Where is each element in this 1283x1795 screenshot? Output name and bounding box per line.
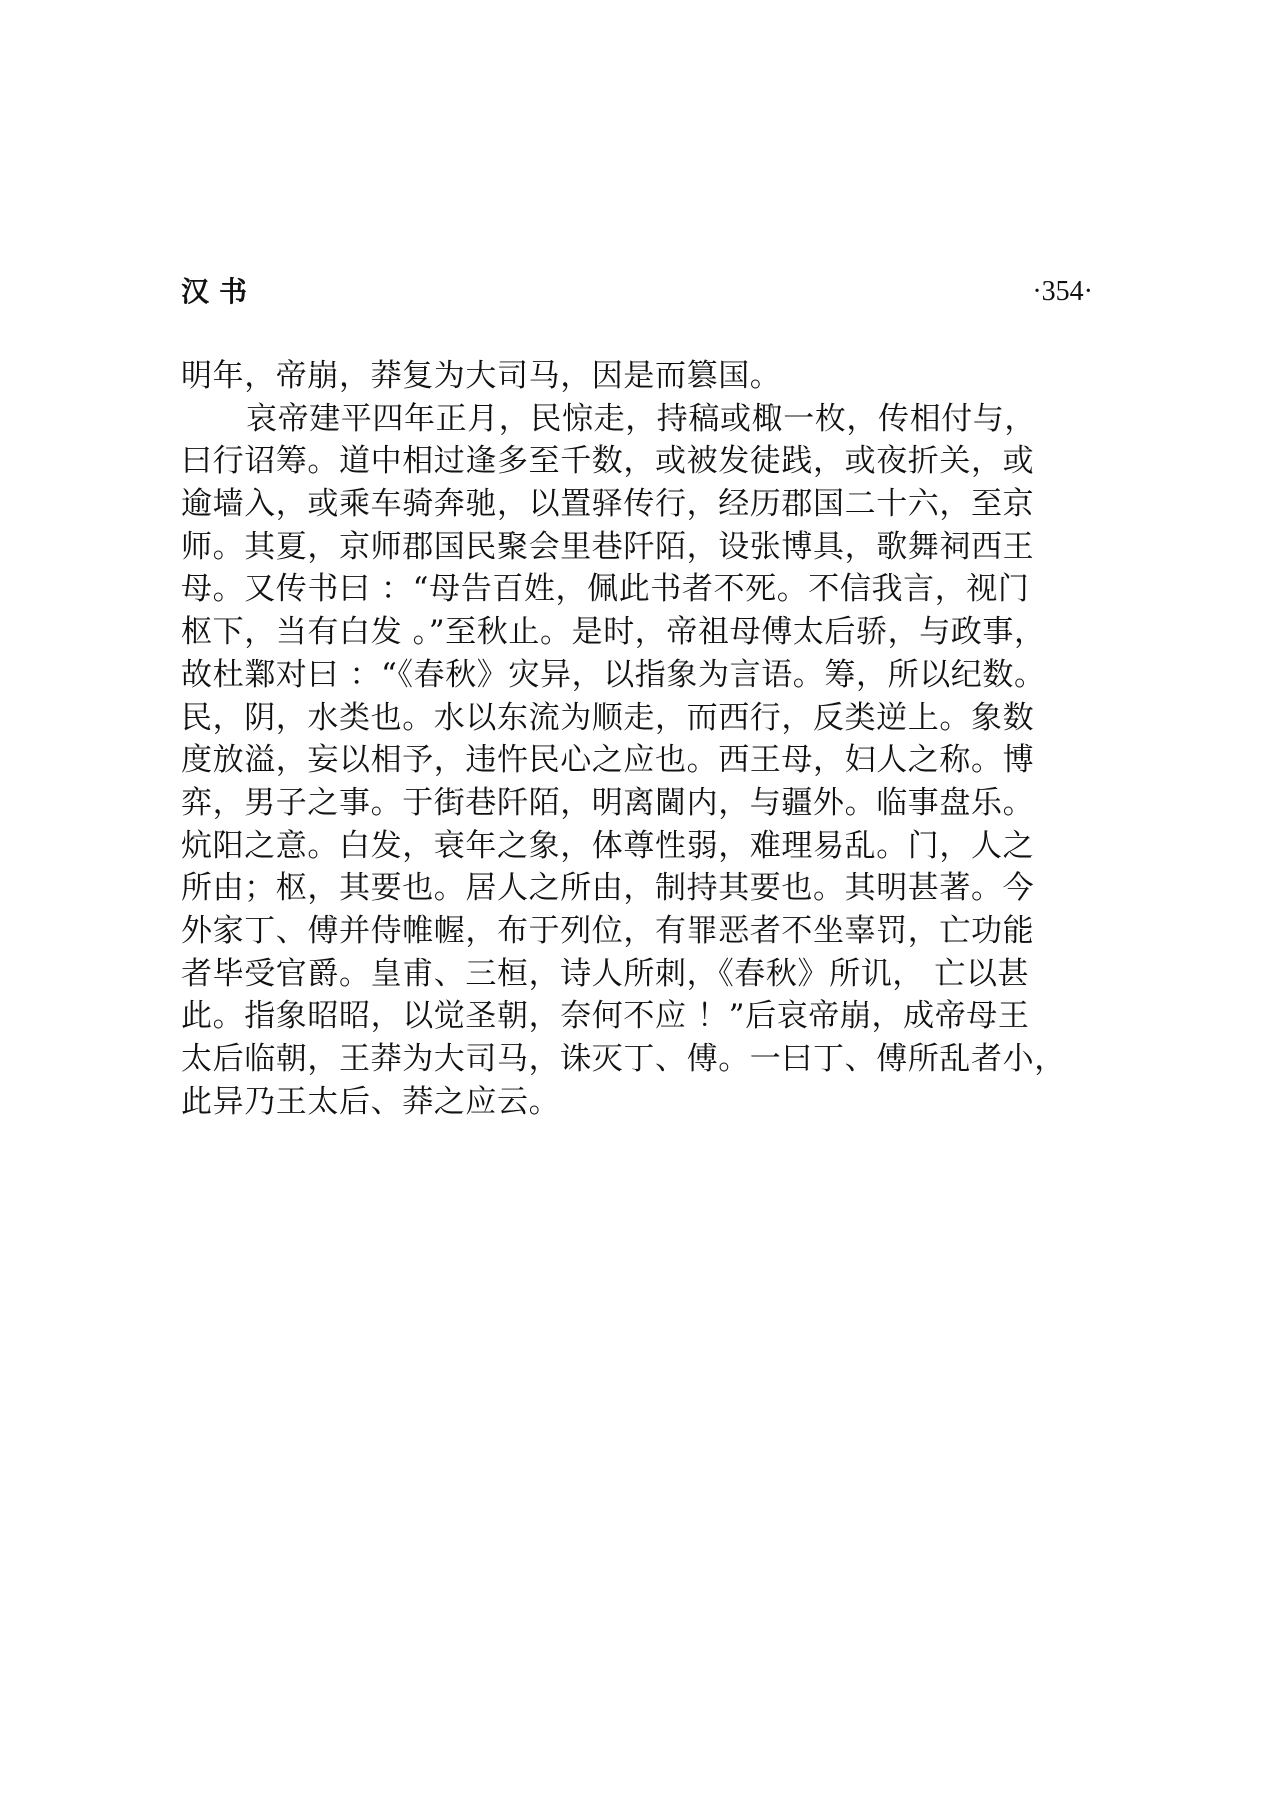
text-line: 太后临朝，王莽为大司马，诛灭丁、傅。一曰丁、傅所乱者小， (181, 1041, 1066, 1077)
book-title: 汉书 (181, 275, 258, 308)
text-line: 师。其夏，京师郡国民聚会里巷阡陌，设张博具，歌舞祠西王 (181, 528, 1035, 565)
text-line: 逾墙入，或乘车骑奔驰，以置驿传行，经历郡国二十六，至京 (181, 486, 1035, 523)
text-line: 民，阴，水类也。水以东流为顺走，而西行，反类逆上。象数 (181, 699, 1035, 736)
page-number: ·354· (1032, 276, 1093, 307)
text-line: 母。又传书曰 ：“母告百姓，佩此书者不死。不信我言，视门 (181, 571, 1030, 608)
text-line: 所由；枢，其要也。居人之所由，制持其要也。其明甚著。今 (181, 870, 1035, 907)
text-line: 者毕受官爵。皇甫、三桓，诗人所刺，《春秋》所讥， 亡以甚 (181, 955, 1030, 992)
text-line: 外家丁、傅并侍帷幄，布于列位，有罪恶者不坐辜罚，亡功能 (181, 912, 1035, 949)
text-line: 故杜鄴对曰 ：“《春秋》灾异，以指象为言语。筹，所以纪数。 (181, 656, 1046, 693)
body-text (181, 355, 1093, 1123)
text-line: 明年，帝崩，莽复为大司马，因是而篡国。 (181, 358, 782, 394)
text-line: 炕阳之意。白发，衰年之象，体尊性弱，难理易乱。门，人之 (181, 827, 1035, 864)
text-line: 度放溢，妄以相予，违忤民心之应也。西王母，妇人之称。博 (181, 742, 1035, 779)
text-line: 曰行诏筹。道中相过逢多至千数，或被发徒践，或夜折关，或 (181, 443, 1035, 480)
text-line: 此。指象昭昭，以觉圣朝，奈何不应 ！”后哀帝崩，成帝母王 (181, 998, 1030, 1035)
text-line: 此异乃王太后、莽之应云。 (181, 1083, 561, 1120)
text-line-paragraph-start: 哀帝建平四年正月，民惊走，持稿或棷一枚，传相付与， (246, 400, 1036, 437)
running-head (181, 272, 1093, 312)
text-line: 弈，男子之事。于街巷阡陌，明离閫内，与疆外。临事盘乐。 (181, 784, 1035, 821)
text-line: 枢下，当有白发 。”至秋止。是时，帝祖母傅太后骄，与政事， (181, 614, 1046, 651)
